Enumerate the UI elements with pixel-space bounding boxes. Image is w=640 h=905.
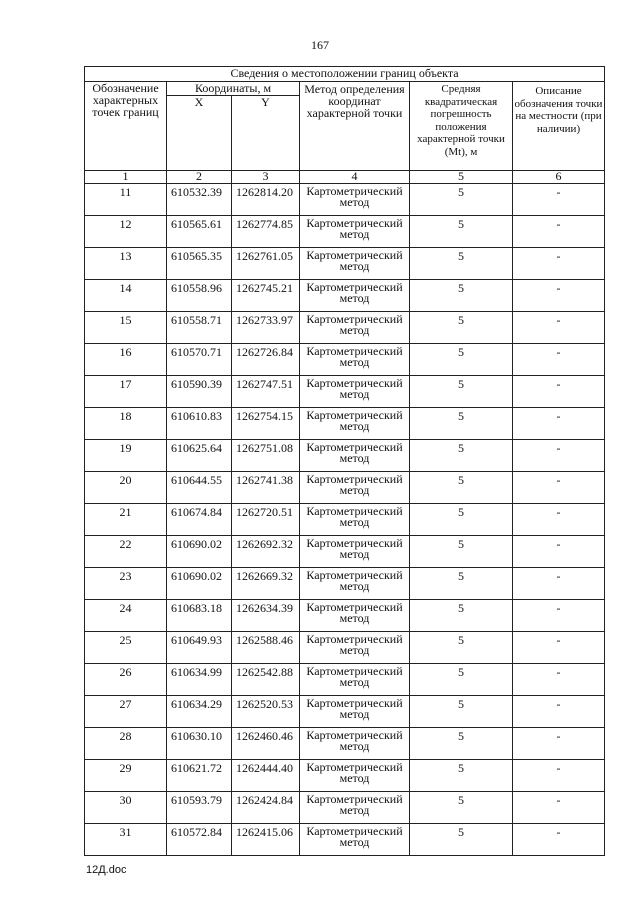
point-number-cell: 29	[85, 760, 167, 792]
accuracy-cell: 5	[410, 312, 513, 344]
table-caption: Сведения о местоположении границ объекта	[85, 67, 605, 82]
point-number-cell: 26	[85, 664, 167, 696]
method-cell: Картометрический метод	[300, 248, 410, 280]
y-coordinate-cell: 1262634.39	[232, 600, 300, 632]
y-coordinate-cell: 1262747.51	[232, 376, 300, 408]
table-row	[85, 408, 605, 440]
accuracy-cell: 5	[410, 280, 513, 312]
x-coordinate-cell: 610621.72	[167, 760, 232, 792]
accuracy-cell: 5	[410, 248, 513, 280]
header-accuracy: Средняя квадратическая погрешность положения характерной точки (Mt), м	[410, 82, 513, 171]
method-cell: Картометрический метод	[300, 600, 410, 632]
x-coordinate-cell: 610630.10	[167, 728, 232, 760]
y-coordinate-cell: 1262542.88	[232, 664, 300, 696]
y-coordinate-cell: 1262415.06	[232, 824, 300, 856]
page-number: 167	[311, 38, 329, 52]
table-row	[85, 536, 605, 568]
description-cell: -	[513, 344, 605, 376]
point-number-cell: 23	[85, 568, 167, 600]
accuracy-cell: 5	[410, 696, 513, 728]
table-row	[85, 792, 605, 824]
caption-row	[85, 67, 605, 82]
x-coordinate-cell: 610570.71	[167, 344, 232, 376]
point-number-cell: 31	[85, 824, 167, 856]
description-cell: -	[513, 728, 605, 760]
y-coordinate-cell: 1262726.84	[232, 344, 300, 376]
table-row	[85, 600, 605, 632]
description-cell: -	[513, 792, 605, 824]
point-number-cell: 19	[85, 440, 167, 472]
table-row	[85, 248, 605, 280]
point-number-cell: 18	[85, 408, 167, 440]
x-coordinate-cell: 610674.84	[167, 504, 232, 536]
header-description: Описание обозначения точки на местности (при наличии)	[513, 82, 605, 171]
x-coordinate-cell: 610634.99	[167, 664, 232, 696]
y-coordinate-cell: 1262720.51	[232, 504, 300, 536]
table-row	[85, 344, 605, 376]
point-number-cell: 30	[85, 792, 167, 824]
point-number-cell: 17	[85, 376, 167, 408]
point-number-cell: 16	[85, 344, 167, 376]
method-cell: Картометрический метод	[300, 344, 410, 376]
method-cell: Картометрический метод	[300, 536, 410, 568]
y-coordinate-cell: 1262520.53	[232, 696, 300, 728]
description-cell: -	[513, 248, 605, 280]
method-cell: Картометрический метод	[300, 632, 410, 664]
accuracy-cell: 5	[410, 216, 513, 248]
x-coordinate-cell: 610644.55	[167, 472, 232, 504]
table-row	[85, 632, 605, 664]
method-cell: Картометрический метод	[300, 184, 410, 216]
boundary-coordinates-table	[84, 66, 605, 856]
column-number: 1	[85, 171, 167, 184]
table-row	[85, 312, 605, 344]
boundary-coordinates-table-wrapper	[84, 66, 604, 856]
point-number-cell: 11	[85, 184, 167, 216]
method-cell: Картометрический метод	[300, 568, 410, 600]
point-number-cell: 20	[85, 472, 167, 504]
description-cell: -	[513, 760, 605, 792]
accuracy-cell: 5	[410, 760, 513, 792]
description-cell: -	[513, 824, 605, 856]
y-coordinate-cell: 1262751.08	[232, 440, 300, 472]
accuracy-cell: 5	[410, 472, 513, 504]
table-row	[85, 184, 605, 216]
y-coordinate-cell: 1262814.20	[232, 184, 300, 216]
y-coordinate-cell: 1262460.46	[232, 728, 300, 760]
method-cell: Картометрический метод	[300, 504, 410, 536]
description-cell: -	[513, 696, 605, 728]
point-number-cell: 15	[85, 312, 167, 344]
accuracy-cell: 5	[410, 792, 513, 824]
description-cell: -	[513, 312, 605, 344]
x-coordinate-cell: 610532.39	[167, 184, 232, 216]
point-number-cell: 12	[85, 216, 167, 248]
method-cell: Картометрический метод	[300, 408, 410, 440]
description-cell: -	[513, 632, 605, 664]
point-number-cell: 13	[85, 248, 167, 280]
point-number-cell: 27	[85, 696, 167, 728]
header-method: Метод определения координат характерной точки	[300, 82, 410, 171]
description-cell: -	[513, 472, 605, 504]
description-cell: -	[513, 536, 605, 568]
method-cell: Картометрический метод	[300, 664, 410, 696]
accuracy-cell: 5	[410, 184, 513, 216]
x-coordinate-cell: 610625.64	[167, 440, 232, 472]
point-number-cell: 21	[85, 504, 167, 536]
y-coordinate-cell: 1262424.84	[232, 792, 300, 824]
accuracy-cell: 5	[410, 632, 513, 664]
y-coordinate-cell: 1262669.32	[232, 568, 300, 600]
point-number-cell: 24	[85, 600, 167, 632]
method-cell: Картометрический метод	[300, 216, 410, 248]
column-numbers-row	[85, 171, 605, 184]
column-number: 2	[167, 171, 232, 184]
x-coordinate-cell: 610572.84	[167, 824, 232, 856]
table-row	[85, 728, 605, 760]
description-cell: -	[513, 376, 605, 408]
description-cell: -	[513, 408, 605, 440]
method-cell: Картометрический метод	[300, 440, 410, 472]
description-cell: -	[513, 440, 605, 472]
y-coordinate-cell: 1262444.40	[232, 760, 300, 792]
method-cell: Картометрический метод	[300, 472, 410, 504]
accuracy-cell: 5	[410, 728, 513, 760]
accuracy-cell: 5	[410, 824, 513, 856]
table-row	[85, 760, 605, 792]
x-coordinate-cell: 610558.71	[167, 312, 232, 344]
description-cell: -	[513, 664, 605, 696]
y-coordinate-cell: 1262692.32	[232, 536, 300, 568]
accuracy-cell: 5	[410, 344, 513, 376]
method-cell: Картометрический метод	[300, 792, 410, 824]
description-cell: -	[513, 568, 605, 600]
column-number: 4	[300, 171, 410, 184]
method-cell: Картометрический метод	[300, 728, 410, 760]
method-cell: Картометрический метод	[300, 376, 410, 408]
accuracy-cell: 5	[410, 376, 513, 408]
x-coordinate-cell: 610565.61	[167, 216, 232, 248]
accuracy-cell: 5	[410, 536, 513, 568]
point-number-cell: 22	[85, 536, 167, 568]
table-row	[85, 280, 605, 312]
description-cell: -	[513, 504, 605, 536]
method-cell: Картометрический метод	[300, 824, 410, 856]
table-row	[85, 664, 605, 696]
x-coordinate-cell: 610634.29	[167, 696, 232, 728]
point-number-cell: 14	[85, 280, 167, 312]
x-coordinate-cell: 610690.02	[167, 536, 232, 568]
x-coordinate-cell: 610565.35	[167, 248, 232, 280]
x-coordinate-cell: 610690.02	[167, 568, 232, 600]
accuracy-cell: 5	[410, 568, 513, 600]
method-cell: Картометрический метод	[300, 280, 410, 312]
y-coordinate-cell: 1262774.85	[232, 216, 300, 248]
table-row	[85, 472, 605, 504]
x-coordinate-cell: 610683.18	[167, 600, 232, 632]
header-y: Y	[232, 96, 300, 171]
table-row	[85, 568, 605, 600]
header-point-designation: Обозначение характерных точек границ	[85, 82, 167, 171]
header-row-1	[85, 82, 605, 96]
column-number: 5	[410, 171, 513, 184]
y-coordinate-cell: 1262588.46	[232, 632, 300, 664]
y-coordinate-cell: 1262741.38	[232, 472, 300, 504]
y-coordinate-cell: 1262754.15	[232, 408, 300, 440]
column-number: 6	[513, 171, 605, 184]
accuracy-cell: 5	[410, 504, 513, 536]
y-coordinate-cell: 1262761.05	[232, 248, 300, 280]
description-cell: -	[513, 184, 605, 216]
table-row	[85, 216, 605, 248]
table-row	[85, 440, 605, 472]
y-coordinate-cell: 1262733.97	[232, 312, 300, 344]
description-cell: -	[513, 600, 605, 632]
table-row	[85, 696, 605, 728]
x-coordinate-cell: 610610.83	[167, 408, 232, 440]
point-number-cell: 25	[85, 632, 167, 664]
description-cell: -	[513, 216, 605, 248]
x-coordinate-cell: 610558.96	[167, 280, 232, 312]
point-number-cell: 28	[85, 728, 167, 760]
table-row	[85, 376, 605, 408]
accuracy-cell: 5	[410, 664, 513, 696]
table-row	[85, 824, 605, 856]
method-cell: Картометрический метод	[300, 760, 410, 792]
accuracy-cell: 5	[410, 600, 513, 632]
x-coordinate-cell: 610649.93	[167, 632, 232, 664]
method-cell: Картометрический метод	[300, 312, 410, 344]
x-coordinate-cell: 610590.39	[167, 376, 232, 408]
header-coordinates: Координаты, м	[167, 82, 300, 96]
y-coordinate-cell: 1262745.21	[232, 280, 300, 312]
x-coordinate-cell: 610593.79	[167, 792, 232, 824]
table-row	[85, 504, 605, 536]
description-cell: -	[513, 280, 605, 312]
column-number: 3	[232, 171, 300, 184]
method-cell: Картометрический метод	[300, 696, 410, 728]
accuracy-cell: 5	[410, 408, 513, 440]
footer-filename: 12Д.doc	[86, 864, 127, 876]
header-x: X	[167, 96, 232, 171]
accuracy-cell: 5	[410, 440, 513, 472]
